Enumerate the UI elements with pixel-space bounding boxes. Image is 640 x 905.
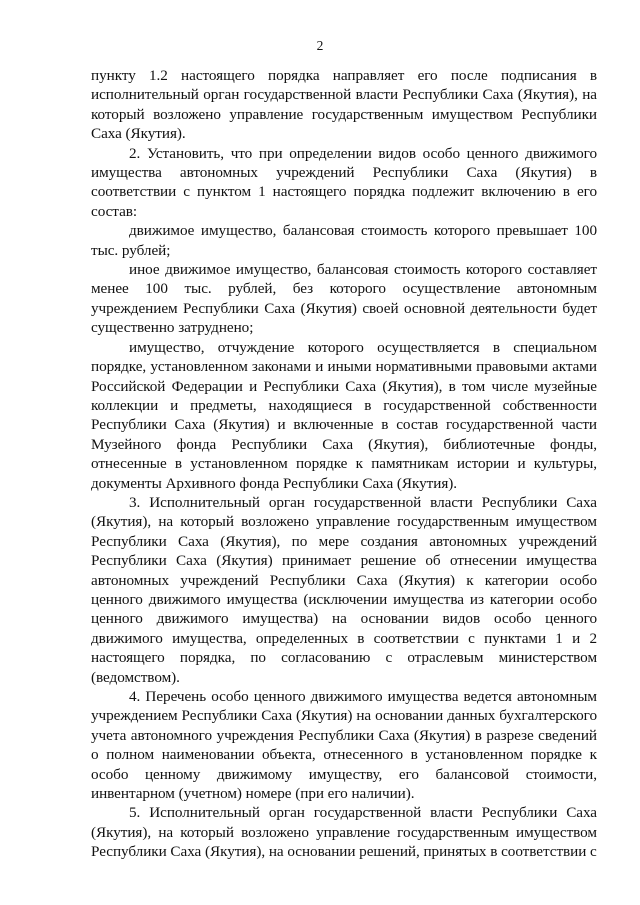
document-body xyxy=(91,66,597,862)
paragraph-special-property: имущество, отчуждение которого осуществляется в специальном порядке, установленном законами и иными нормативными правовыми актами Российской Федерации и Республики Саха (Якутия), в том числе музейные коллекции и предметы, находящиеся в государственной собственности Республики Саха (Якутия) и включенные в состав государственной части Музейного фонда Республики Саха (Якутия), библиотечные фонды, отнесенные в установленном порядке к памятникам истории и культуры, документы Архивного фонда Республики Саха (Якутия). xyxy=(91,338,597,492)
paragraph-item-5: 5. Исполнительный орган государственной власти Республики Саха (Якутия), на который возложено управление государственным имуществом Республики Саха (Якутия), на основании решений, принятых в соответствии с xyxy=(91,804,597,861)
paragraph-movable-property: движимое имущество, балансовая стоимость которого превышает 100 тыс. рублей; xyxy=(91,222,597,259)
paragraph-item-2: 2. Установить, что при определении видов особо ценного движимого имущества автономных учреждений Республики Саха (Якутия) в соответствии с пунктом 1 настоящего порядка подлежит включению в его состав: xyxy=(91,144,597,220)
paragraph-item-4: 4. Перечень особо ценного движимого имущества ведется автономным учреждением Республики Саха (Якутия) на основании данных бухгалтерского учета автономного учреждения Республики Саха (Якутия) в разрезе сведений о полном наименовании объекта, отнесенного в установленном порядке к особо ценному движимому имуществу, его балансовой стоимости, инвентарном (учетном) номере (при его наличии). xyxy=(91,688,597,803)
paragraph-continuation: пункту 1.2 настоящего порядка направляет его после подписания в исполнительный орган государственной власти Республики Саха (Якутия), на который возложено управление государственным имуществом Республики Саха (Якутия). xyxy=(91,67,597,143)
page-number: 2 xyxy=(316,38,324,53)
paragraph-item-3: 3. Исполнительный орган государственной власти Республики Саха (Якутия), на который возложено управление государственным имуществом Республики Саха (Якутия), по мере создания автономных учреждений Республики Саха (Якутия) принимает решение об отнесении имущества автономных учреждений Республики Саха (Якутия) к категории особо ценного движимого имущества (исключении имущества из категории особо ценного движимого имущества) на основании видов особо ценного движимого имущества, определенных в соответствии с пунктами 1 и 2 настоящего порядка, по согласованию с отраслевым министерством (ведомством). xyxy=(91,493,597,686)
paragraph-other-movable-property: иное движимое имущество, балансовая стоимость которого составляет менее 100 тыс. рублей, без которого осуществление автономным учреждением Республики Саха (Якутия) своей основной деятельности будет существенно затруднено; xyxy=(91,261,597,337)
